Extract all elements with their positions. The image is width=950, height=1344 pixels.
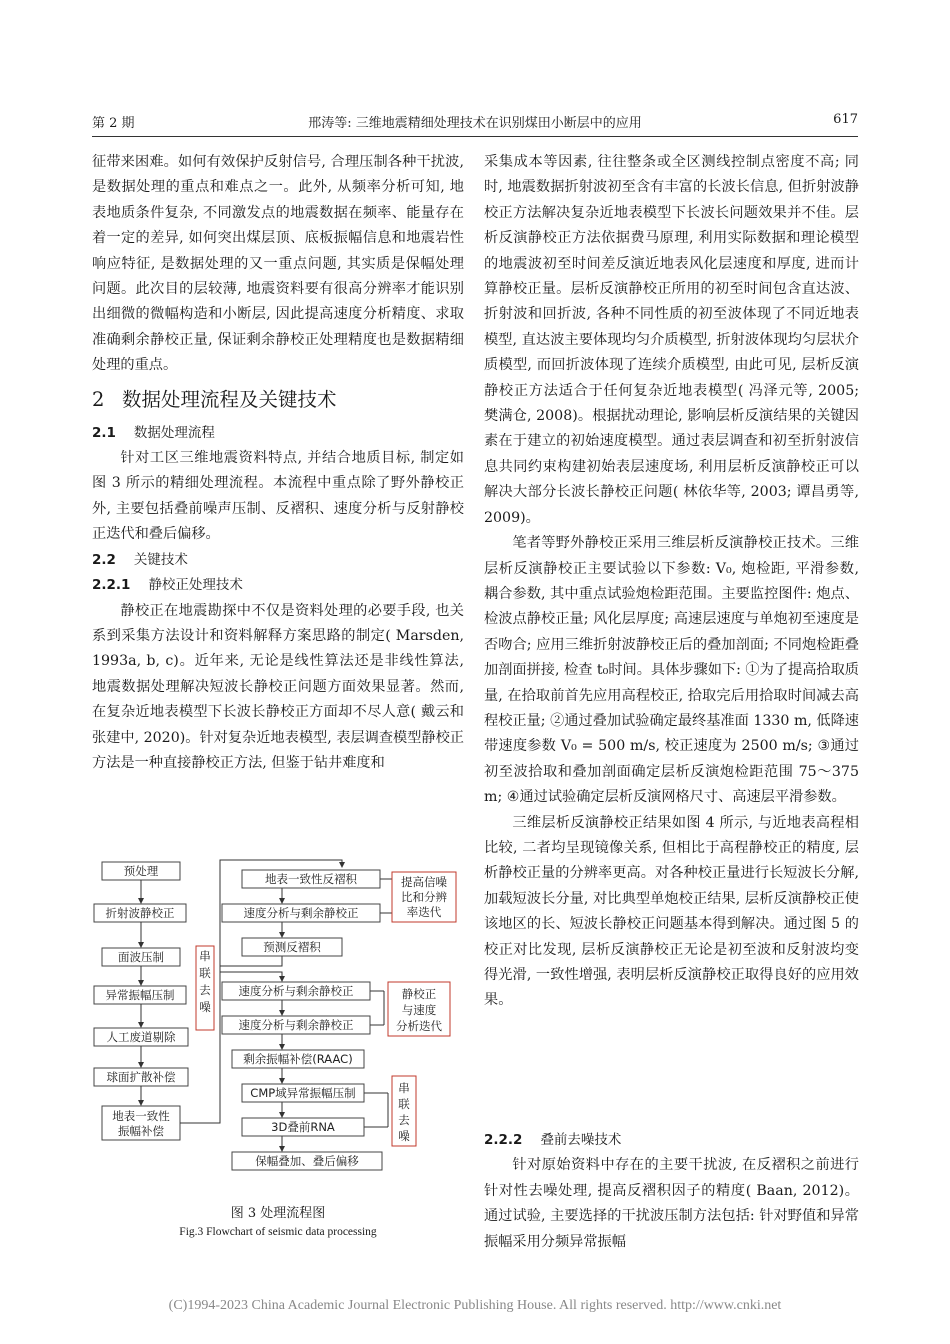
flowchart-svg	[92, 852, 464, 1192]
flow-label: 剩余振幅补偿(RAAC)	[243, 1052, 353, 1066]
flow-label: 速度分析与剩余静校正	[238, 984, 354, 998]
flow-label: 预测反褶积	[263, 940, 321, 954]
note-line: 静校正	[401, 987, 437, 1001]
paragraph: 笔者等野外静校正采用三维层析反演静校正技术。三维层析反演静校正主要试验以下参数: V₀, 炮检距, 平滑参数, 耦合参数, 其中重点试验炮检距范围。主要监控图件: 炮点、检波点静校正量; 风化层厚度; 高速层速度与单炮初至速度是否吻合; 应用三维折射波静校正后的叠加剖面; 不同炮检距叠加剖面拼接, 检查 t₀时间。具体步骤如下: ①为了提高拾取质量, 在拾取前首先应用高程校正, 拾取完后用拾取时间减去高程校正量; ②通过叠加试验确定最终基准面 1330 m, 低降速带速度参数 V₀ = 500 m/s, 校正速度为 2500 m/s; ③通过初至波拾取和叠加剖面确定层析反演炮检距范围 75～375 m; ④通过试验确定层析反演网格尺寸、高速层平滑参数。	[484, 535, 859, 806]
right-column-lower	[484, 1128, 859, 1255]
note-line: 比和分辨	[401, 890, 447, 904]
note-char: 串	[398, 1081, 410, 1095]
flow-label: 振幅补偿	[118, 1124, 164, 1138]
right-column	[484, 150, 859, 1014]
paragraph: 征带来困难。如何有效保护反射信号, 合理压制各种干扰波, 是数据处理的重点和难点之一。此外, 从频率分析可知, 地表地质条件复杂, 不同激发点的地震数据在频率、能量存在着一定的差异, 如何突出煤层顶、底板振幅信息和地震岩性响应特征, 是数据处理的又一重点问题, 其实质是保幅处理问题。此次目的层较薄, 地震资料要有很高分辨率才能识别出细微的微幅构造和小断层, 因此提高速度分析精度、求取准确剩余静校正量, 保证剩余静校正处理精度也是数据精细处理的重点。	[92, 154, 464, 374]
paragraph: 三维层析反演静校正结果如图 4 所示, 与近地表高程相比较, 二者均呈现镜像关系, 但相比于高程静校正的精度, 层析静校正量的分辨率更高。对各种校正量进行长短波长分解, 加载短波长分量, 对比典型单炮校正结果, 层析反演静校正使该地区的长、短波长静校正问题基本得到解决。通过图 5 的校正对比发现, 层析反演静校正无论是初至波和反射波均变得光滑, 一致性增强, 表明层析反演静校正取得良好的应用效果。	[484, 814, 859, 1009]
note-char: 去	[199, 983, 211, 997]
paragraph: 采集成本等因素, 往往整条或全区测线控制点密度不高; 同时, 地震数据折射波初至含有丰富的长波长信息, 但折射波静校正方法解决复杂近地表模型下长波长问题效果并不佳。层析反演静校正方法依据费马原理, 利用实际数据和理论模型的地震波初至时间差反演近地表风化层速度和厚度, 进而计算静校正量。层析反演静校正所用的初至时间包含直达波、折射波和回折波, 各种不同性质的初至波体现了不同近地表模型, 直达波主要体现均匀介质模型, 折射波体现均匀层状介质模型, 而回折波体现了连续介质模型, 由此可见, 层析反演静校正方法适合于任何复杂近地表模型( 冯泽元等, 2005; 樊满仓, 2008)。根据扰动理论, 影响层析反演结果的关键因素在于建立的初始速度模型。通过表层调查和初至折射波信息共同约束构建初始表层速度场, 利用层析反演静校正可以解决大部分长波长静校正问题( 林依华等, 2003; 谭昌勇等, 2009)。	[484, 154, 859, 526]
flow-label: 地表一致性反褶积	[265, 872, 357, 886]
note-line: 与速度	[401, 1003, 437, 1017]
section-heading-2-2: 2.2 关键技术	[92, 551, 188, 568]
note-char: 噪	[398, 1129, 410, 1143]
issue-label: 第 2 期	[92, 116, 135, 131]
figure-caption-en: Fig.3 Flowchart of seismic data processing	[179, 1226, 377, 1238]
paragraph: 静校正在地震勘探中不仅是资料处理的必要手段, 也关系到采集方法设计和资料解释方案思路的制定( Marsden, 1993a, b, c)。近年来, 无论是线性算法还是非线性算法, 地震数据处理解决短波长静校正问题方面效果显著。然而, 在复杂近地表模型下长波长静校正方面却不尽人意( 戴云和张建中, 2020)。针对复杂近地表模型, 表层调查模型静校正方法是一种直接静校正方法, 但鉴于钻井难度和	[92, 602, 464, 771]
note-line: 提高信噪	[401, 875, 447, 889]
flow-label: 人工废道剔除	[106, 1030, 176, 1044]
note-char: 去	[398, 1113, 410, 1127]
flow-label: 异常振幅压制	[105, 988, 175, 1002]
figure-caption-cn: 图 3 处理流程图	[230, 1206, 326, 1221]
flow-label: 预处理	[123, 864, 159, 878]
flow-label: 3D叠前RNA	[271, 1120, 335, 1134]
section-heading-2: 2 数据处理流程及关键技术	[92, 387, 337, 411]
page-number: 617	[833, 112, 858, 127]
section-heading-2-2-2: 2.2.2 叠前去噪技术	[484, 1132, 622, 1148]
flow-label: 折射波静校正	[105, 906, 175, 920]
flow-label: 速度分析与剩余静校正	[243, 906, 359, 920]
note-line: 分析迭代	[396, 1019, 442, 1033]
flow-label: CMP域异常振幅压制	[250, 1086, 356, 1100]
flow-label: 速度分析与剩余静校正	[238, 1018, 354, 1032]
flow-label: 保幅叠加、叠后偏移	[255, 1154, 359, 1168]
flowchart-figure	[92, 852, 464, 1192]
flow-label: 球面扩散补偿	[106, 1070, 176, 1084]
section-heading-2-2-1: 2.2.1 静校正处理技术	[92, 577, 243, 594]
note-char: 噪	[199, 1000, 211, 1014]
copyright-footer: (C)1994-2023 China Academic Journal Electronic Publishing House. All rights reserved. http://www.cnki.net	[168, 1298, 782, 1313]
note-char: 联	[199, 966, 211, 980]
paragraph: 针对工区三维地震资料特点, 并结合地质目标, 制定如图 3 所示的精细处理流程。本流程中重点除了野外静校正外, 主要包括叠前噪声压制、反褶积、速度分析与反射静校正迭代和叠后偏移。	[92, 450, 464, 543]
running-header	[92, 112, 858, 136]
header-rule	[92, 136, 858, 137]
note-char: 联	[398, 1097, 410, 1111]
flow-label: 地表一致性	[112, 1109, 170, 1123]
note-char: 串	[199, 949, 211, 963]
note-line: 率迭代	[406, 905, 442, 919]
section-heading-2-1: 2.1 数据处理流程	[92, 424, 215, 441]
left-column	[92, 150, 464, 776]
running-title: 邢涛等: 三维地震精细处理技术在识别煤田小断层中的应用	[308, 116, 642, 131]
paragraph: 针对原始资料中存在的主要干扰波, 在反褶积之前进行针对性去噪处理, 提高反褶积因子的精度( Baan, 2012)。通过试验, 主要选择的干扰波压制方法包括: 针对野值和异常振幅采用分频异常振幅	[484, 1157, 859, 1250]
flow-label: 面波压制	[118, 950, 164, 964]
